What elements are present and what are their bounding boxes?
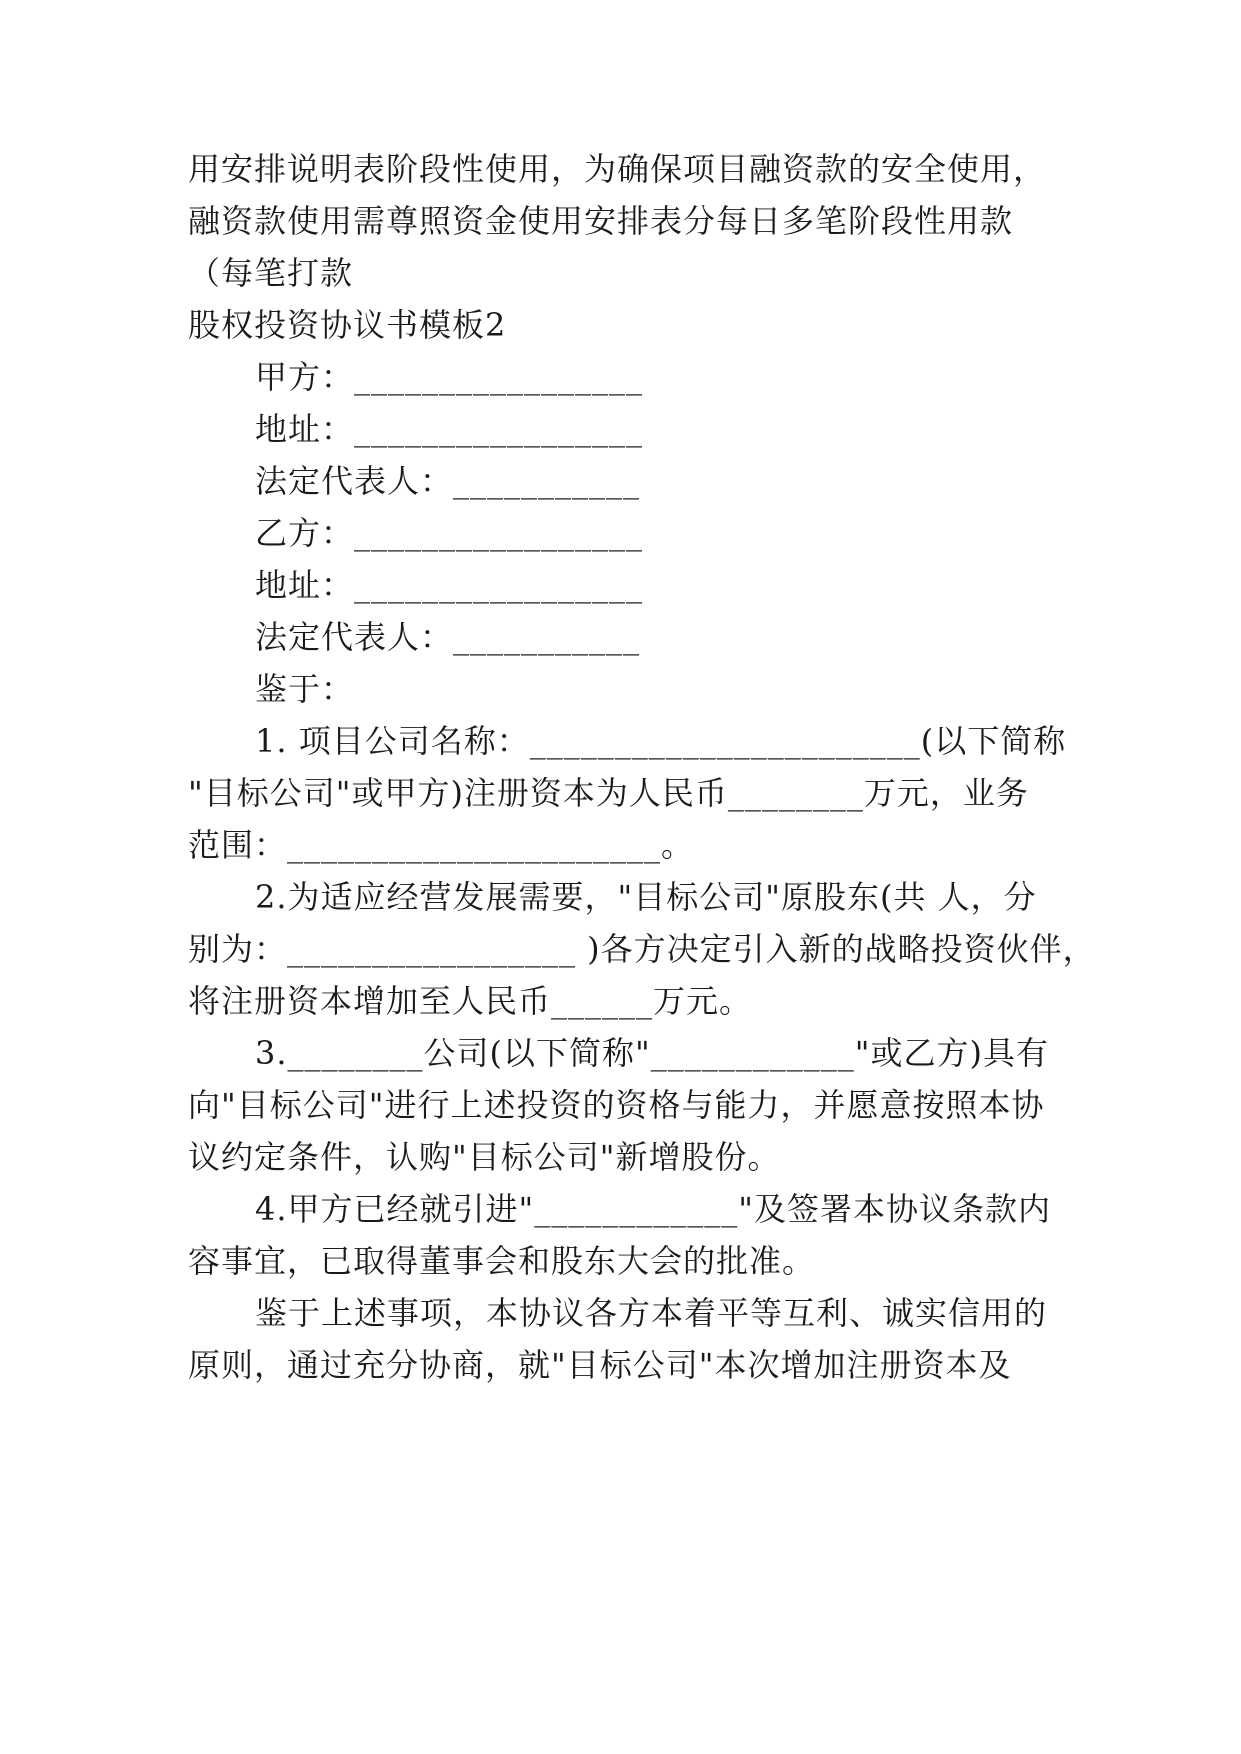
party-b-field: 乙方：_________________ bbox=[255, 514, 644, 552]
clause-3-line: 向"目标公司"进行上述投资的资格与能力，并愿意按照本协 bbox=[188, 1086, 1045, 1124]
body-text-line: （每笔打款 bbox=[188, 254, 354, 292]
party-b-address-field: 地址：_________________ bbox=[255, 566, 644, 604]
party-a-address-field: 地址：_________________ bbox=[255, 410, 644, 448]
clause-2-line: 2.为适应经营发展需要，"目标公司"原股东(共 人，分 bbox=[255, 878, 1037, 916]
party-a-field: 甲方：_________________ bbox=[255, 358, 644, 396]
clause-1-line: 范围：______________________。 bbox=[188, 826, 695, 864]
preamble-closing-line: 原则，通过充分协商，就"目标公司"本次增加注册资本及 bbox=[188, 1346, 1012, 1384]
body-text-line: 融资款使用需尊照资金使用安排表分每日多笔阶段性用款 bbox=[188, 202, 1014, 240]
clause-2-line: 别为：_________________ )各方决定引入新的战略投资伙伴， bbox=[188, 930, 1096, 968]
party-a-representative-field: 法定代表人：___________ bbox=[255, 462, 641, 500]
clause-1-line: 1. 项目公司名称：_______________________(以下简称 bbox=[255, 722, 1067, 760]
clause-4-line: 4.甲方已经就引进"____________"及签署本协议条款内 bbox=[255, 1190, 1051, 1228]
clause-4-line: 容事宜，已取得董事会和股东大会的批准。 bbox=[188, 1242, 816, 1280]
whereas-heading: 鉴于： bbox=[255, 670, 355, 708]
clause-1-line: "目标公司"或甲方)注册资本为人民币________万元，业务 bbox=[188, 774, 1029, 812]
clause-3-line: 3.________公司(以下简称"____________"或乙方)具有 bbox=[255, 1034, 1049, 1072]
clause-3-line: 议约定条件，认购"目标公司"新增股份。 bbox=[188, 1138, 781, 1176]
document-title: 股权投资协议书模板2 bbox=[188, 306, 507, 344]
party-b-representative-field: 法定代表人：___________ bbox=[255, 618, 641, 656]
clause-2-line: 将注册资本增加至人民币______万元。 bbox=[188, 982, 753, 1020]
preamble-closing-line: 鉴于上述事项，本协议各方本着平等互利、诚实信用的 bbox=[255, 1294, 1048, 1332]
body-text-line: 用安排说明表阶段性使用，为确保项目融资款的安全使用， bbox=[188, 150, 1047, 188]
